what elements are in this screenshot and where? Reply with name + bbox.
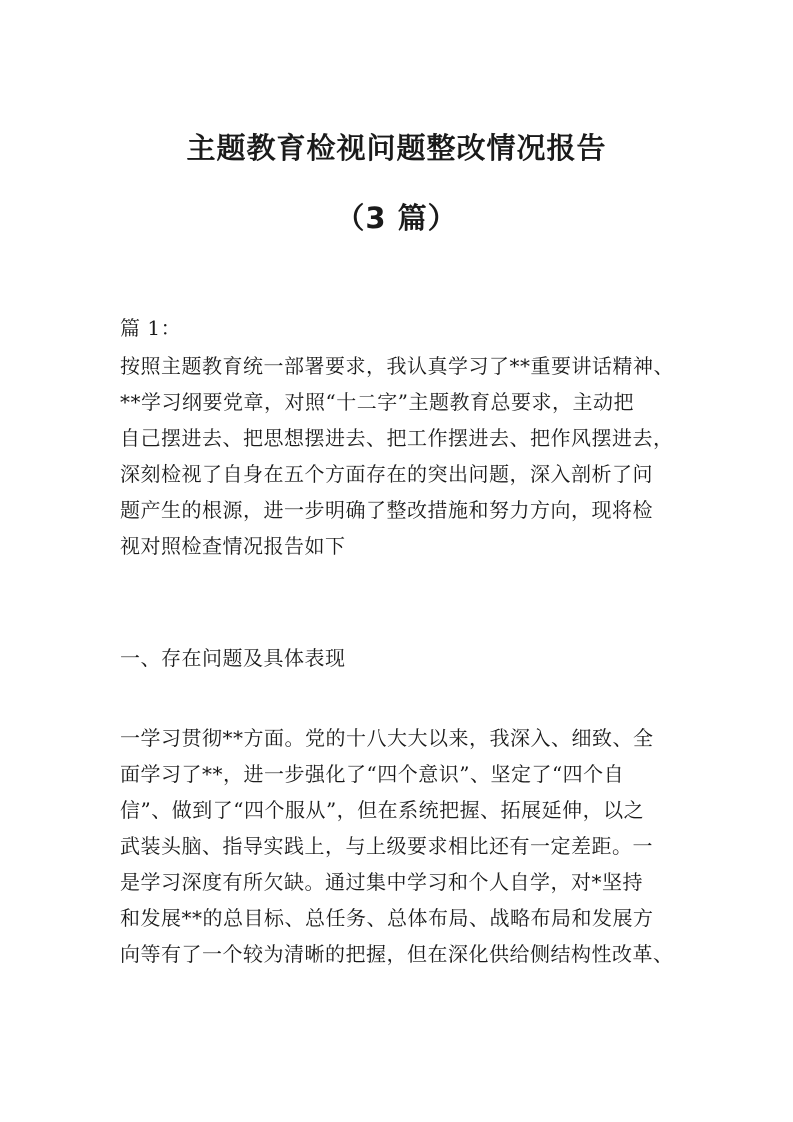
section-heading: 一、存在问题及具体表现	[120, 646, 346, 670]
text-line: 视对照检查情况报告如下	[120, 534, 346, 558]
text-line: 深刻检视了自身在五个方面存在的突出问题，深入剖析了问	[120, 462, 653, 486]
text-line: 一学习贯彻**方面。党的十八大大以来，我深入、细致、全	[120, 726, 654, 750]
text-line: 题产生的根源，进一步明确了整改措施和努力方向，现将检	[120, 498, 653, 522]
part-label: 篇 1：	[120, 316, 182, 340]
text-line: 和发展**的总目标、总任务、总体布局、战略布局和发展方	[120, 906, 654, 930]
text-line: 面学习了**，进一步强化了“四个意识”、坚定了“四个自	[120, 762, 625, 786]
text-line: 武装头脑、指导实践上，与上级要求相比还有一定差距。一	[120, 834, 653, 858]
text-line: 自己摆进去、把思想摆进去、把工作摆进去、把作风摆进去，	[120, 426, 674, 450]
text-line: 是学习深度有所欠缺。通过集中学习和个人自学，对*坚持	[120, 870, 643, 894]
body-paragraph	[120, 720, 690, 972]
text-line: 按照主题教育统一部署要求，我认真学习了**重要讲话精神、	[120, 354, 674, 378]
text-line: **学习纲要党章，对照“十二字”主题教育总要求，主动把	[120, 390, 634, 414]
text-line: 信”、做到了“四个服从”，但在系统把握、拓展延伸，以之	[120, 798, 645, 822]
document-subtitle: （3 篇）	[335, 201, 458, 235]
document-title: 主题教育检视问题整改情况报告	[186, 131, 607, 165]
intro-paragraph	[120, 348, 690, 564]
text-line: 向等有了一个较为清晰的把握，但在深化供给侧结构性改革、	[120, 942, 674, 966]
